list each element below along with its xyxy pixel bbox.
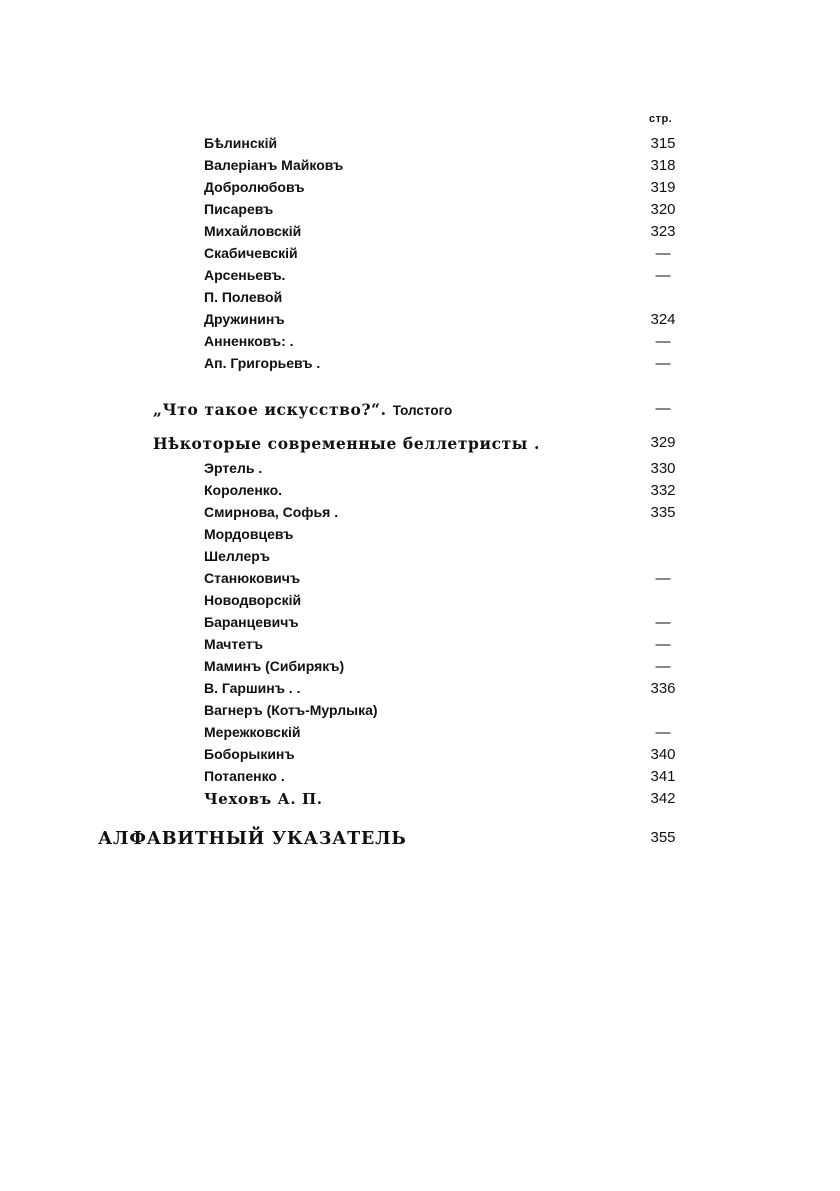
toc-section-tolstoy [0, 400, 840, 422]
toc-entry [0, 570, 840, 592]
toc-entry [0, 504, 840, 526]
entry-name: Новодворскій [204, 592, 302, 608]
toc-entry [0, 702, 840, 724]
entry-page: 315 [650, 135, 676, 152]
toc-entry [0, 680, 840, 702]
entry-name: Шеллеръ [204, 548, 271, 564]
entry-name: Боборыкинъ [204, 746, 295, 762]
entry-name: Анненковъ: . [204, 333, 294, 349]
toc-entry [0, 658, 840, 680]
tolstoy-title: „Что такое искусство?“. [153, 400, 387, 419]
entry-name: Мережковскій [204, 724, 301, 740]
entry-name: Чеховъ А. П. [204, 790, 323, 808]
entry-name: Валеріанъ Майковъ [204, 157, 344, 173]
entry-page: 323 [650, 223, 676, 240]
entry-name: Дружининъ [204, 311, 285, 327]
entry-page: — [655, 245, 671, 262]
toc-entry [0, 482, 840, 504]
entry-page: 332 [650, 482, 676, 499]
toc-entry [0, 526, 840, 548]
entry-page: — [655, 400, 671, 417]
toc-index [0, 829, 840, 851]
entry-name: Михайловскій [204, 223, 302, 239]
toc-entry [0, 179, 840, 201]
toc-entry [0, 592, 840, 614]
toc-entry [0, 355, 840, 377]
toc-entry [0, 746, 840, 768]
toc-entry [0, 614, 840, 636]
toc-entry [0, 460, 840, 482]
entry-page: — [655, 636, 671, 653]
entry-name: Станюковичъ [204, 570, 301, 586]
entry-name: П. Полевой [204, 289, 283, 305]
toc-section-modern [0, 434, 840, 456]
entry-name: Мачтетъ [204, 636, 263, 652]
entry-name: Ап. Григорьевъ . [204, 355, 321, 371]
entry-name: Писаревъ [204, 201, 274, 217]
entry-page: — [655, 333, 671, 350]
entry-page: 335 [650, 504, 676, 521]
entry-name: Бѣлинскій [204, 135, 278, 151]
toc-entry [0, 245, 840, 267]
section-title: Нѣкоторые современные беллетристы . [153, 434, 540, 453]
entry-name: Эртель . [204, 460, 263, 476]
entry-name: Вагнеръ (Котъ-Мурлыка) [204, 702, 378, 718]
entry-page: 341 [650, 768, 676, 785]
entry-page: — [655, 658, 671, 675]
entry-name: Маминъ (Сибирякъ) [204, 658, 345, 674]
index-title: АЛФАВИТНЫЙ УКАЗАТЕЛЬ [98, 829, 407, 849]
entry-name: Баранцевичъ [204, 614, 299, 630]
tolstoy-author: Толстого [392, 403, 453, 418]
page-column-label: стр. [649, 113, 673, 125]
toc-entry [0, 223, 840, 245]
entry-name: Мордовцевъ [204, 526, 294, 542]
toc-entry [0, 548, 840, 570]
entry-page: 355 [650, 829, 676, 846]
toc-entry [0, 267, 840, 289]
toc-entry [0, 135, 840, 157]
toc-entry [0, 311, 840, 333]
toc-entry [0, 636, 840, 658]
entry-page: 320 [650, 201, 676, 218]
entry-page: 340 [650, 746, 676, 763]
entry-page: 324 [650, 311, 676, 328]
entry-name: Скабичевскій [204, 245, 298, 261]
toc-entry [0, 201, 840, 223]
entry-page: — [655, 724, 671, 741]
toc-entry [0, 724, 840, 746]
entry-page: — [655, 614, 671, 631]
entry-page: 319 [650, 179, 676, 196]
entry-page: 330 [650, 460, 676, 477]
entry-name: Смирнова, Софья . [204, 504, 339, 520]
toc-entry [0, 289, 840, 311]
toc-entry [0, 768, 840, 790]
entry-page: 336 [650, 680, 676, 697]
entry-page: — [655, 267, 671, 284]
entry-page: — [655, 570, 671, 587]
entry-page: 318 [650, 157, 676, 174]
entry-page: 329 [650, 434, 676, 451]
toc-entry [0, 157, 840, 179]
toc-entry [0, 333, 840, 355]
entry-name: Короленко. [204, 482, 283, 498]
entry-name: Арсеньевъ. [204, 267, 286, 283]
entry-name: Добролюбовъ [204, 179, 305, 195]
entry-page: — [655, 355, 671, 372]
entry-page: 342 [650, 790, 676, 807]
entry-name: Потапенко . [204, 768, 285, 784]
toc-entry-chekhov [0, 790, 840, 812]
entry-name: В. Гаршинъ . . [204, 680, 301, 696]
